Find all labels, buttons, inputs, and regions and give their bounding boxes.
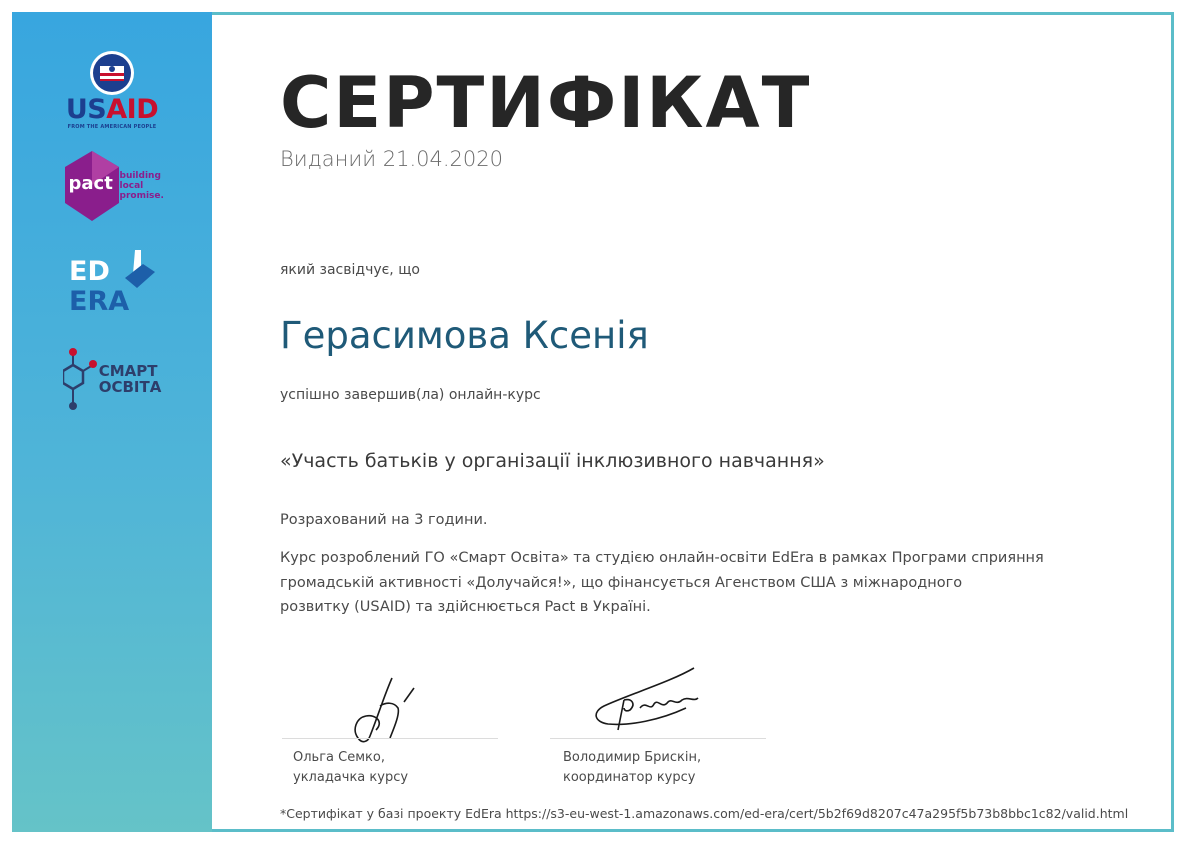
signature-1-image bbox=[340, 672, 430, 746]
edera-ed: ED bbox=[69, 256, 110, 287]
certificate-title: СЕРТИФІКАТ bbox=[280, 62, 812, 144]
description-line: розвитку (USAID) та здійснюється Pact в Україні. bbox=[280, 599, 651, 615]
usaid-seal-icon bbox=[89, 50, 135, 96]
pact-tagline: building local promise. bbox=[119, 171, 164, 201]
signature-1-caption bbox=[293, 748, 408, 788]
pact-wordmark: pact bbox=[68, 173, 113, 194]
signature-1-line bbox=[282, 738, 498, 739]
description-line: громадській активності «Долучайся!», що фінансується Агенством США з міжнародного bbox=[280, 574, 963, 591]
edera-flag-icon bbox=[115, 248, 155, 292]
usaid-logo: USAID FROM THE AMERICAN PEOPLE bbox=[12, 50, 212, 130]
issue-date: Виданий 21.04.2020 bbox=[280, 147, 503, 171]
smart-osvita-line1: СМАРТ bbox=[98, 362, 158, 380]
signature-2-image bbox=[590, 664, 710, 738]
signer-1-role: укладачка курсу bbox=[293, 770, 409, 785]
course-description bbox=[280, 546, 1140, 620]
recipient-name: Герасимова Ксенія bbox=[280, 314, 649, 357]
signature-2-caption bbox=[563, 748, 701, 788]
pact-logo bbox=[12, 149, 212, 223]
sidebar-logos bbox=[12, 12, 212, 832]
signer-1-name: Ольга Семко, bbox=[293, 750, 385, 765]
certifies-text: який засвідчує, що bbox=[280, 262, 420, 278]
completed-text: успішно завершив(ла) онлайн-курс bbox=[280, 387, 541, 403]
usaid-tagline: FROM THE AMERICAN PEOPLE bbox=[67, 124, 157, 130]
signer-2-role: координатор курсу bbox=[563, 770, 696, 785]
smart-osvita-line2: ОСВІТА bbox=[98, 378, 162, 396]
signer-2-name: Володимир Брискін, bbox=[563, 750, 702, 765]
edera-era: ERA bbox=[69, 286, 130, 317]
molecule-icon bbox=[63, 347, 97, 411]
course-hours: Розрахований на 3 години. bbox=[280, 512, 488, 528]
course-title: «Участь батьків у організації інклюзивного навчання» bbox=[280, 450, 825, 472]
edera-logo bbox=[12, 248, 212, 320]
description-line: Курс розроблений ГО «Смарт Освіта» та студією онлайн-освіти EdEra в рамках Програми сприяння bbox=[280, 550, 1044, 566]
signature-2-line bbox=[550, 738, 766, 739]
verification-footer: *Сертифікат у базі проекту EdEra https://s3-eu-west-1.amazonaws.com/ed-era/cert/5b2f69d8207c47a295f5b73b8bbc1c82/valid.html bbox=[280, 806, 1129, 821]
smart-osvita-logo bbox=[12, 347, 212, 411]
